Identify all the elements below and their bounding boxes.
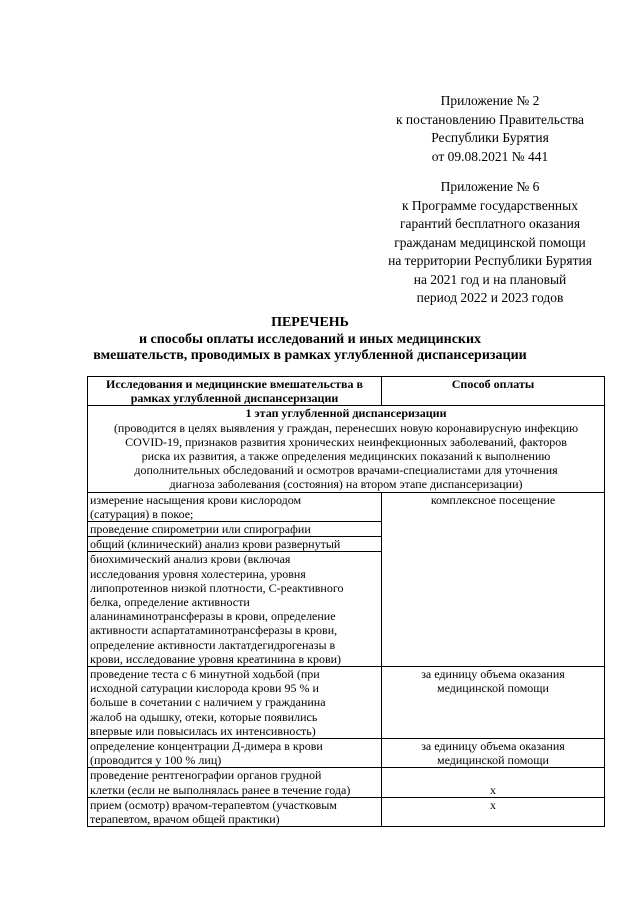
appendix-6-line: гражданам медицинской помощи: [394, 234, 586, 250]
table-row: [88, 768, 605, 797]
document-title: [60, 315, 560, 365]
header-payment-method: Способ оплаты: [382, 377, 605, 406]
payment-cell: за единицу объема оказания медицинской помощи: [382, 739, 605, 768]
table-row: [88, 739, 605, 768]
payment-cell: за единицу объема оказания медицинской помощи: [382, 667, 605, 739]
table-header-row: [88, 377, 605, 406]
table-row: [88, 797, 605, 826]
procedure-cell: определение концентрации Д-димера в крови (проводится у 100 % лиц): [88, 739, 382, 768]
payment-cell: комплексное посещение: [382, 492, 605, 666]
title-line: и способы оплаты исследований и иных медицинских: [138, 331, 482, 347]
payment-cell: х: [382, 768, 605, 797]
appendix-6-line: к Программе государственных: [402, 197, 578, 213]
appendix-2-line: Республики Бурятия: [431, 130, 549, 145]
procedure-cell: проведение спирометрии или спирографии: [88, 522, 382, 537]
appendix-6-block: [370, 178, 610, 308]
stage-description: 1 этап углубленной диспансеризации (проводится в целях выявления у граждан, перенесших новую коронавирусную инфекцию COVID-19, признаков развития хронических неинфекционных заболеваний, факторов риска их развития, а также определения медицинских показаний к выполнению дополнительных обследований и осмотров врачами-специалистами для уточнения диагноза заболевания (состояния) на втором этапе диспансеризации): [88, 406, 605, 492]
stage-title: 1 этап углубленной диспансеризации: [245, 406, 447, 421]
stage-row: [88, 406, 605, 492]
procedure-cell: проведение теста с 6 минутной ходьбой (при исходной сатурации кислорода крови 95 % и больше в сочетании с наличием у гражданина жалоб на одышку, отеки, которые появились впервые или повысилась их интенсивность): [88, 667, 382, 739]
appendix-6-line: на 2021 год и на плановый: [413, 271, 567, 287]
payment-cell: х: [382, 797, 605, 826]
procedures-table: [87, 376, 605, 827]
appendix-2-block: [370, 92, 610, 166]
procedure-cell: общий (клинический) анализ крови развернутый: [88, 537, 382, 552]
appendix-2-line: к постановлению Правительства: [395, 111, 585, 127]
appendix-2-line: от 09.08.2021 № 441: [431, 148, 549, 164]
appendix-6-line: Приложение № 6: [440, 179, 540, 194]
table-row: [88, 492, 605, 521]
table-row: [88, 667, 605, 739]
appendix-6-line: период 2022 и 2023 годов: [416, 290, 564, 305]
procedure-cell: измерение насыщения крови кислородом (сатурация) в покое;: [88, 492, 382, 521]
appendix-2-line: Приложение № 2: [440, 93, 540, 108]
title-line: вмешательств, проводимых в рамках углубленной диспансеризации: [93, 348, 527, 363]
procedure-cell: прием (осмотр) врачом-терапевтом (участковым терапевтом, врачом общей практики): [88, 797, 382, 826]
appendix-6-line: гарантий бесплатного оказания: [399, 216, 581, 231]
title-line: ПЕРЕЧЕНЬ: [271, 315, 349, 330]
appendix-6-line: на территории Республики Бурятия: [388, 253, 592, 268]
procedure-cell: проведение рентгенографии органов грудной клетки (если не выполнялась ранее в течение года): [88, 768, 382, 797]
header-procedures: Исследования и медицинские вмешательства в рамках углубленной диспансеризации: [88, 377, 382, 406]
procedure-cell: биохимический анализ крови (включая исследования уровня холестерина, уровня липопротеинов низкой плотности, С-реактивного белка, определение активности аланинаминотрансферазы в крови, определение активности аспартатаминотрансферазы в крови, определение активности лактатдегидрогеназы в крови, исследование уровня креатинина в крови): [88, 552, 382, 667]
